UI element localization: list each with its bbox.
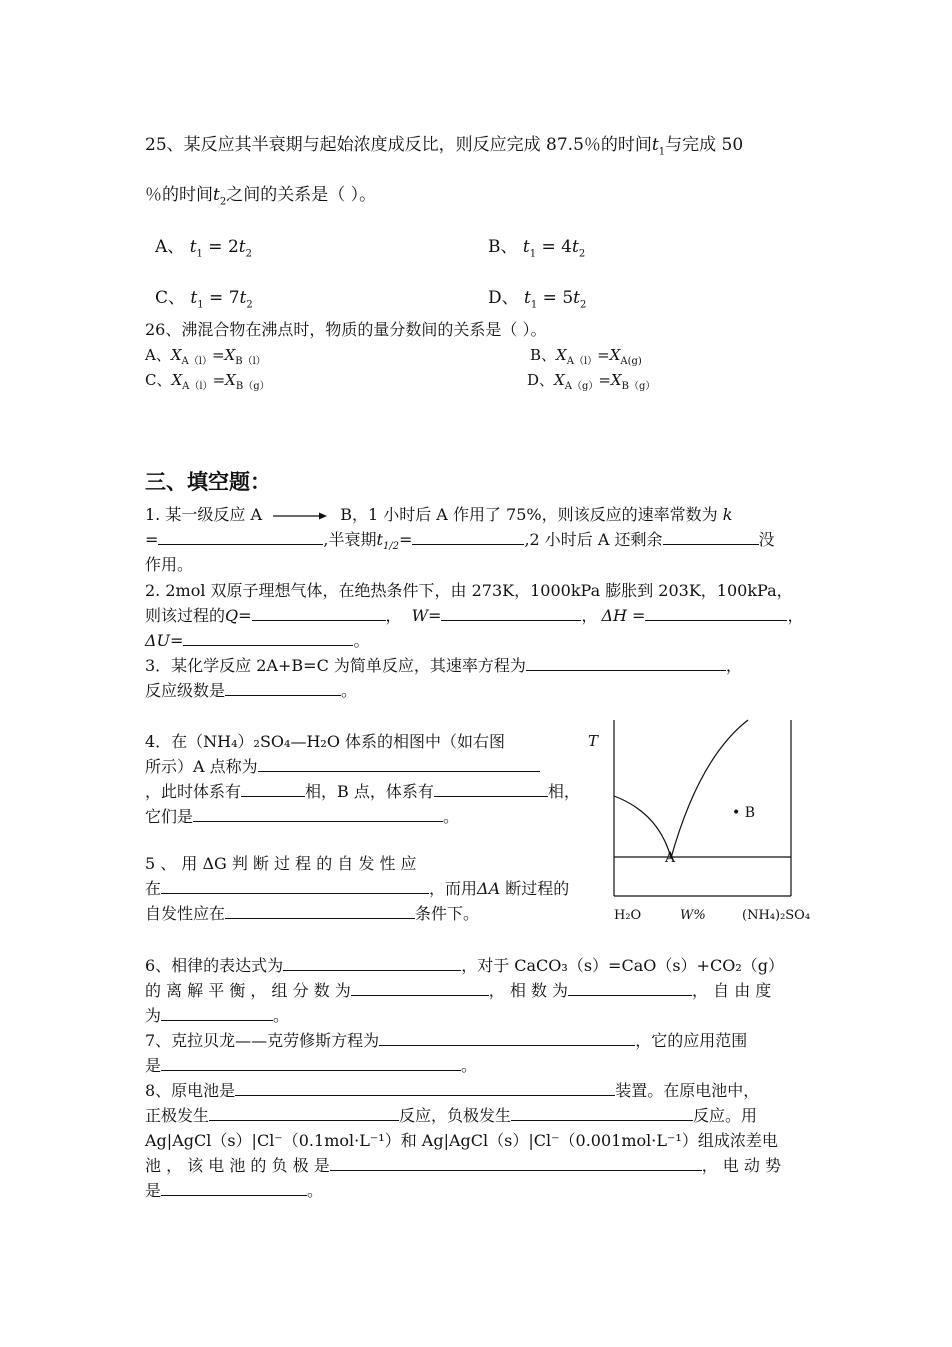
option-label: D、 — [488, 288, 519, 308]
f2-comma3: ， — [787, 606, 804, 625]
y-axis-label: T — [588, 732, 599, 750]
q25-line2 — [145, 180, 376, 207]
f4-blank-a[interactable] — [258, 755, 540, 772]
q25-t1-sub: 1 — [658, 146, 666, 158]
f6-blank-components[interactable] — [351, 979, 489, 996]
option-x1: X — [171, 371, 183, 389]
q25-option-b[interactable] — [488, 232, 585, 259]
f8-blank-anode[interactable] — [330, 1154, 702, 1171]
f5-line3 — [145, 902, 479, 926]
f5-text-a: 在 — [145, 879, 162, 898]
f1-blank-2[interactable] — [412, 528, 524, 545]
f8-text-c: 正极发生 — [145, 1106, 210, 1125]
f2-text-a: 则该过程的 — [145, 606, 226, 625]
f3-comma: ， — [725, 656, 742, 675]
q26-option-c[interactable] — [145, 369, 270, 392]
f2-comma1: ， — [385, 606, 402, 625]
f3-line1 — [145, 654, 742, 678]
option-rhs-sub: 2 — [246, 299, 253, 311]
q25-line1-prefix: 25、某反应其半衰期与起始浓度成反比，则反应完成 87.5％的时间 — [145, 135, 652, 155]
f4-line1: 4．在（NH₄）₂SO₄—H₂O 体系的相图中（如右图 — [145, 732, 506, 751]
f8-text-g: ， 电 动 势 — [701, 1156, 781, 1175]
phase-diagram-svg — [584, 718, 814, 928]
option-rhs: t — [572, 237, 579, 257]
option-eq: = — [597, 346, 610, 364]
option-rhs: t — [239, 288, 247, 308]
option-x1: X — [170, 346, 182, 364]
f2-blank-h[interactable] — [645, 604, 787, 621]
f4-text-d: 相， — [547, 782, 580, 801]
option-rhs-sub: 2 — [245, 248, 252, 260]
option-lhs: t — [190, 288, 198, 308]
f8-text-h: 是 — [145, 1181, 162, 1200]
f1-text-c: ,半衰期 — [323, 530, 377, 549]
f4-text-e: 它们是 — [145, 807, 194, 826]
f2-delta-h: ΔH — [601, 606, 627, 625]
f6-text-a: 6、相律的表达式为 — [145, 956, 284, 975]
f2-blank-q[interactable] — [252, 604, 386, 621]
option-rhs-sub: 2 — [578, 248, 586, 260]
option-rhs-sub: 2 — [579, 299, 587, 311]
option-lhs: t — [524, 288, 531, 308]
f4-line2 — [145, 755, 540, 779]
f1-text-a: 1. 某一级反应 A — [145, 505, 262, 524]
f4-text-a: 所示）A 点称为 — [145, 757, 258, 776]
x-mid-label: W% — [680, 908, 706, 923]
f8-line1 — [145, 1079, 759, 1103]
ice-liquidus-curve — [614, 796, 671, 858]
option-lhs-sub: 1 — [529, 248, 537, 260]
option-rhs: t — [573, 288, 580, 308]
x-right-label: (NH₄)₂SO₄ — [742, 908, 811, 923]
f4-blank-which[interactable] — [193, 805, 443, 822]
f6-text-d: ， 相 数 为 — [488, 981, 569, 1000]
option-x2: X — [609, 346, 621, 364]
option-label: C、 — [155, 288, 186, 308]
f6-text-b: ，对于 CaCO₃（s）=CaO（s）+CO₂（g） — [461, 956, 784, 975]
f7-line2 — [145, 1054, 477, 1078]
option-label: B、 — [530, 346, 557, 364]
f7-blank-equation[interactable] — [379, 1029, 635, 1046]
q25-option-c[interactable] — [155, 283, 253, 310]
f5-text-d: 自发性应在 — [145, 904, 226, 923]
q25-line2-suffix: 之间的关系是（ ）。 — [226, 185, 377, 205]
f8-line5 — [145, 1179, 323, 1203]
f8-line3: Ag|AgCl（s）|Cl⁻（0.1mol·L⁻¹）和 Ag|AgCl（s）|Cl⁻（0.001mol·L⁻¹）组成浓差电 — [145, 1131, 778, 1150]
f6-text-c: 的 离 解 平 衡 ， 组 分 数 为 — [145, 981, 351, 1000]
option-x1: X — [554, 371, 565, 389]
f1-text-b: B，1 小时后 A 作用了 75%，则该反应的速率常数为 — [340, 505, 718, 524]
f3-end: 。 — [341, 681, 358, 700]
f1-line3: 作用。 — [145, 555, 194, 574]
f6-text-f: 为 — [145, 1006, 162, 1025]
f8-text-f: 池 ， 该 电 池 的 负 极 是 — [145, 1156, 330, 1175]
f5-line2 — [145, 877, 569, 901]
f5-text-c: 断过程的 — [500, 879, 570, 898]
f7-end: 。 — [461, 1056, 478, 1075]
option-s2: B（l） — [235, 356, 266, 367]
salt-liquidus-curve — [671, 720, 748, 858]
f7-text-a: 7、克拉贝龙——克劳修斯方程为 — [145, 1031, 380, 1050]
f2-eq4: = — [170, 631, 184, 650]
f2-delta-u: ΔU — [145, 631, 171, 650]
f4-line4 — [145, 805, 459, 829]
f2-line3 — [145, 629, 369, 653]
option-x2: X — [225, 371, 236, 389]
option-lhs: t — [189, 237, 197, 257]
f4-text-c: 相，B 点，体系有 — [305, 782, 434, 801]
option-label: A、 — [145, 346, 171, 364]
f1-t-sub: 1/2 — [382, 541, 400, 553]
option-eq: = 5 — [537, 288, 574, 308]
option-label: D、 — [527, 371, 555, 389]
option-x2: X — [224, 346, 236, 364]
f5-delta-a: ΔA — [477, 879, 501, 898]
f8-line2 — [145, 1104, 757, 1128]
f6-line1 — [145, 954, 784, 978]
f5-blank-a[interactable] — [225, 902, 415, 919]
q25-option-a[interactable] — [155, 232, 252, 259]
f1-line2 — [145, 528, 775, 559]
f6-text-e: ， 自 由 度 — [692, 981, 772, 1000]
option-eq: = 2 — [202, 237, 239, 257]
f2-eq1: = — [238, 606, 252, 625]
option-label: B、 — [488, 237, 518, 257]
f3-text-b: 反应级数是 — [145, 681, 226, 700]
f1-k: k — [722, 505, 733, 524]
q26-option-a[interactable] — [145, 344, 266, 367]
point-a-label: A — [665, 850, 676, 866]
f7-line1 — [145, 1029, 747, 1053]
f4-blank-phases-b[interactable] — [434, 780, 548, 797]
q25-line1 — [145, 130, 743, 157]
option-eq: = — [211, 346, 225, 364]
option-lhs-sub: 1 — [530, 299, 538, 311]
option-s2: B（g） — [621, 381, 656, 392]
f4-line3 — [145, 780, 580, 804]
option-x2: X — [610, 371, 622, 389]
option-eq: = — [598, 371, 611, 389]
option-lhs-sub: 1 — [196, 248, 203, 260]
f3-line2 — [145, 679, 357, 703]
f6-line2 — [145, 979, 771, 1003]
f8-text-b: 装置。在原电池中， — [615, 1081, 760, 1100]
f4-end: 。 — [443, 807, 460, 826]
option-lhs-sub: 1 — [197, 299, 204, 311]
f3-blank-rate[interactable] — [526, 654, 726, 671]
f2-comma2: ， — [581, 606, 598, 625]
f8-blank-emf[interactable] — [161, 1179, 307, 1196]
q26-option-b[interactable] — [530, 344, 642, 367]
option-s1: A（l） — [566, 356, 598, 367]
option-x1: X — [556, 346, 567, 364]
f2-end: 。 — [353, 631, 370, 650]
f5-text-b: ，而用 — [429, 879, 478, 898]
q26-stem: 26、沸混合物在沸点时，物质的量分数间的关系是（ ）。 — [145, 320, 547, 339]
option-eq: = 4 — [536, 237, 572, 257]
f6-line3 — [145, 1004, 289, 1028]
option-label: A、 — [155, 237, 185, 257]
option-eq: = 7 — [203, 288, 240, 308]
q25-t1: t — [651, 135, 659, 155]
f6-blank-phases[interactable] — [568, 979, 692, 996]
q25-t2: t — [213, 185, 220, 205]
f7-text-c: 是 — [145, 1056, 162, 1075]
f2-line2 — [145, 604, 803, 628]
f1-t: t — [376, 530, 383, 549]
f2-line1: 2. 2mol 双原子理想气体，在绝热条件下，由 273K，1000kPa 膨胀到 203K，100kPa， — [145, 581, 793, 600]
f2-eq3: = — [626, 606, 646, 625]
f8-text-a: 8、原电池是 — [145, 1081, 236, 1100]
f5-text-e: 条件下。 — [415, 904, 480, 923]
f5-line1: 5 、 用 ΔG 判 断 过 程 的 自 发 性 应 — [145, 854, 417, 873]
option-s2: B（g） — [235, 381, 270, 392]
q25-line2-prefix: ％的时间 — [145, 185, 213, 205]
f8-blank-positive[interactable] — [209, 1104, 399, 1121]
section-title: 三、填空题： — [145, 470, 271, 494]
option-s1: A（l） — [181, 356, 212, 367]
f4-blank-phases-a[interactable] — [241, 780, 305, 797]
f1-text-d: = — [399, 530, 413, 549]
option-s1: A（l） — [182, 381, 213, 392]
q25-option-d[interactable] — [488, 283, 586, 310]
f1-eq: = — [145, 530, 159, 549]
option-s1: A（g） — [564, 381, 599, 392]
q25-line1-suffix: 与完成 50 — [665, 135, 744, 155]
arrow-icon — [273, 504, 327, 528]
f1-blank-1[interactable] — [158, 528, 323, 545]
option-s2: A(g) — [620, 356, 642, 367]
x-left-label: H₂O — [614, 908, 642, 923]
q25-t2-sub: 2 — [219, 196, 227, 208]
f8-text-e: 反应。用 — [693, 1106, 758, 1125]
f2-eq2: = — [428, 606, 442, 625]
f1-text-f: 没 — [758, 530, 775, 549]
option-rhs: t — [238, 237, 246, 257]
f8-end: 。 — [307, 1181, 324, 1200]
f8-blank-negative[interactable] — [511, 1104, 693, 1121]
f2-blank-w[interactable] — [441, 604, 581, 621]
f6-blank-freedom[interactable] — [161, 1004, 273, 1021]
f4-text-b: ，此时体系有 — [145, 782, 242, 801]
f5-blank-g[interactable] — [161, 877, 429, 894]
f8-line4 — [145, 1154, 781, 1178]
f1-blank-3[interactable] — [663, 528, 759, 545]
f7-text-b: ，它的应用范围 — [635, 1031, 748, 1050]
q26-option-d[interactable] — [527, 369, 655, 392]
f2-w: W — [411, 606, 429, 625]
option-label: C、 — [145, 371, 172, 389]
f6-blank-rule[interactable] — [283, 954, 461, 971]
f2-blank-u[interactable] — [183, 629, 353, 646]
f8-blank-device[interactable] — [235, 1079, 615, 1096]
f1-text-e: ,2 小时后 A 还剩余 — [524, 530, 663, 549]
option-eq: = — [212, 371, 226, 389]
phase-diagram — [584, 718, 814, 928]
f3-text-a: 3．某化学反应 2A+B=C 为简单反应，其速率方程为 — [145, 656, 526, 675]
f3-blank-order[interactable] — [225, 679, 341, 696]
option-lhs: t — [522, 237, 530, 257]
f2-q: Q — [225, 606, 239, 625]
f8-text-d: 反应，负极发生 — [399, 1106, 512, 1125]
f7-blank-range[interactable] — [161, 1054, 461, 1071]
f6-end: 。 — [273, 1006, 290, 1025]
f1-line1 — [145, 503, 732, 528]
point-b-label: • B — [732, 805, 755, 821]
